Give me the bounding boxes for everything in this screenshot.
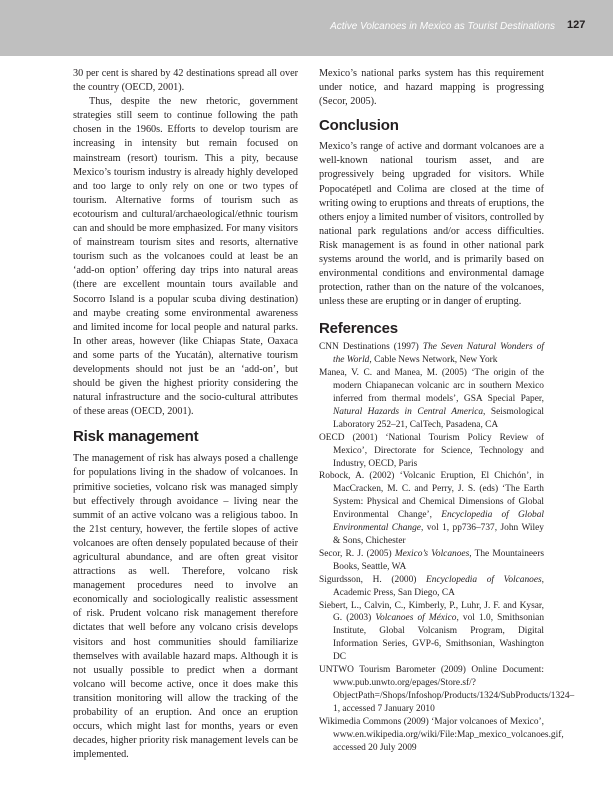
references-list: [319, 341, 575, 754]
ref-title: Mexico’s Volcanoes: [394, 548, 470, 559]
header-band: [0, 0, 613, 56]
ref-text: , The Mountaineers Books, Seattle, WA: [333, 548, 544, 572]
ref-text: , Academic Press, San Diego, CA: [333, 574, 544, 598]
paragraph: 30 per cent is shared by 42 destinations spread all over the country (OECD, 2001).: [73, 68, 298, 94]
ref-text: , vol 1, pp736–737, John Wiley & Sons, Chichester: [333, 523, 544, 546]
reference-item: [319, 548, 544, 574]
paragraph: Mexico’s national parks system has this requirement under notice, and hazard mapping is progressing (Secor, 2005).: [319, 68, 544, 108]
page-number: 127: [567, 19, 586, 31]
ref-title: Natural Hazards in Central America: [333, 406, 484, 417]
reference-item: [319, 664, 575, 716]
ref-title: Volcanoes of México: [375, 613, 457, 624]
ref-text: Sigurdsson, H. (2000): [319, 574, 427, 585]
ref-text: , Cable News Network, New York: [369, 355, 498, 366]
reference-item: [319, 432, 544, 471]
reference-item: [319, 716, 564, 755]
reference-item: [319, 574, 544, 600]
ref-title: Encyclopedia of Volcanoes: [426, 574, 542, 585]
ref-title: The Seven Natural Wonders of the World: [333, 342, 544, 366]
paragraph: The management of risk has always posed a challenge for populations living in the shadow of volcanoes. In primitive societies, volcano risk was managed simply but effectively through avoidance – living near the summit of an active volcano was a religious taboo. In the 21st century, however, the fertile slopes of active volcanoes are often densely populated because of their agricultural abundance, and are often great visitor attractions as well. Therefore, volcano risk management procedures need to involve an economically and sociologically realistic assessment of risk. Prudent volcano risk management therefore dictates that well before any volcano crisis develops visitors and host communities should familiarize themselves with available hazard maps. Although it is not usually possible to predict when a dormant volcano will become active, once it does make this transition monitoring will allow the tracking of the probability of an eruption. And once an eruption occurs, which might last for months, years or even decades, higher priority risk management levels can be implemented.: [73, 453, 298, 761]
left-column: [73, 67, 298, 762]
ref-text: Secor, R. J. (2005): [319, 548, 395, 559]
ref-title: Encyclopedia of Global Environmental Change: [333, 510, 544, 534]
ref-text: UNTWO Tourism Barometer (2009) Online Document: www.pub.unwto.org/epages/Store.sf/?ObjectPath=/Shops/Infoshop/Products/1324/SubProducts/1324–1, accessed 7 January 2010: [319, 665, 575, 714]
reference-item: [319, 367, 544, 432]
ref-text: Wikimedia Commons (2009) ‘Major volcanoes of Mexico’, www.en.wikipedia.org/wiki/File:Map_mexico_volcanoes.gif, accessed 20 July 2009: [319, 716, 564, 753]
right-column: [319, 67, 575, 754]
reference-item: [319, 470, 544, 547]
running-title: Active Volcanoes in Mexico as Tourist Destinations: [330, 21, 555, 32]
paragraph: Mexico’s range of active and dormant volcanoes are a well-known national tourism asset, and are progressively being upgraded for visitors. While Popocatépetl and Colima are closed at the time of writing owing to eruptions and threats of eruptions, the others enjoy a limited number of visitors, controlled by national park regulations and/or access difficulties. Risk management is as found in other national park systems around the world, and is primarily based on environmental conditions and environmental damage protection, rather than on the nature of the volcanoes, unless these are erupting or in danger of erupting.: [319, 141, 544, 308]
paragraph: Thus, despite the new rhetoric, government strategies still seem to continue following the path chosen in the 1960s. Efforts to develop tourism are increasing in intensity but remain focused on mainstream (resort) tourism. This a pity, because Mexico’s tourism industry is already highly developed and too large to only rely on one or two types of tourism. Alternative forms of tourism such as ecotourism and cultural/archaeological/ethnic tourism can and should be more emphasized. For many visitors of mainstream tourism sites and resorts, alternative tourism such as the volcanoes could at least be an ‘add-on option’ offering day trips into natural areas (there are excellent mountain tours available and Socorro Island is a popular scuba diving destination) and maybe creating some environmental awareness and limited income for local people and natural parks. In other areas, however (like Chiapas State, Oaxaca and some parts of the Yucatán), alternative tourism developments should not just be an ‘add-on’, but should be given the highest priority considering the natural infrastructure and the socio-cultural attributes of these areas (OECD, 2001).: [73, 96, 298, 418]
section-heading-references: References: [319, 320, 398, 338]
ref-text: , Seismological Laboratory 252–21, CalTech, Pasadena, CA: [333, 406, 544, 430]
reference-item: [319, 600, 544, 665]
section-heading-risk-management: Risk management: [73, 428, 199, 446]
ref-text: OECD (2001) ‘National Tourism Policy Review of Mexico’, Directorate for Science, Technology and Industry, OECD, Paris: [319, 432, 544, 469]
ref-text: Siebert, L., Calvin, C., Kimberly, P., Luhr, J. F. and Kysar, G. (2003): [319, 600, 544, 624]
ref-text: Robock, A. (2002) ‘Volcanic Eruption, El Chichón’, in MacCracken, M. C. and Perry, J. S. (eds) ‘The Earth System: Physical and Chemical Dimensions of Global Environmental Change’,: [319, 471, 544, 521]
ref-text: , vol 1.0, Smithsonian Institute, Global Volcanism Program, Digital Information Series, GVP-6, Smithsonian, Washington DC: [333, 613, 545, 663]
ref-text: CNN Destinations (1997): [319, 342, 423, 353]
ref-text: Manea, V. C. and Manea, M. (2005) ‘The origin of the modern Chiapanecan volcanic arc in southern Mexico inferred from thermal models’, GSA Special Paper,: [319, 368, 544, 405]
reference-item: [319, 341, 544, 367]
section-heading-conclusion: Conclusion: [319, 117, 399, 135]
